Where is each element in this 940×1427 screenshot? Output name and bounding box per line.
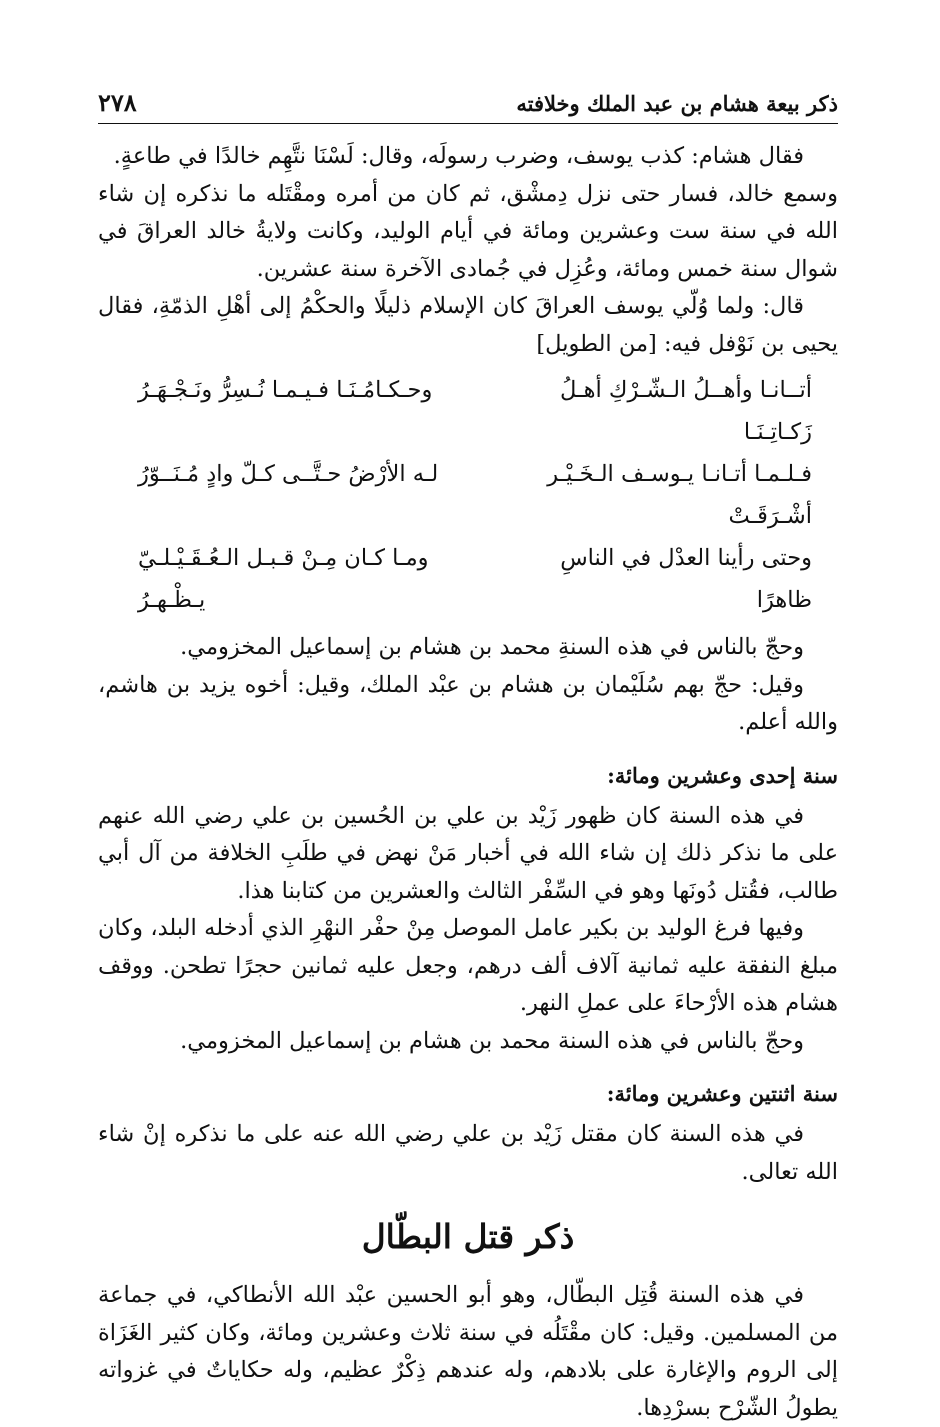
verse-line xyxy=(138,453,812,537)
page-number: ٢٧٨ xyxy=(98,88,137,117)
paragraph: وقيل: حجّ بهم سُلَيْمان بن هشام بن عبْد الملك، وقيل: أخوه يزيد بن هاشم، والله أعلم. xyxy=(98,671,838,735)
section-title: ذكر قتل البطّال xyxy=(361,1217,575,1256)
running-head xyxy=(98,88,838,124)
paragraph: في هذه السنة قُتِل البطّال، وهو أبو الحسين عبْد الله الأنطاكي، في جماعة من المسلمين. وقيل: كان مقْتَلُه في سنة ثلاث وعشرين ومائة، وكان كثير الغَزَاة إلى الروم والإغارة على بلادهم، وله عندهم ذِكْرٌ عظيم، وله حكاياتٌ في غزواته يطولُ الشّرْح بسرْدِها. xyxy=(98,1282,838,1421)
poetic-meter: [من الطويل] xyxy=(536,330,657,357)
year-heading-122: سنة اثنتين وعشرين ومائة: xyxy=(606,1081,838,1106)
hemistich-first: فـلـمـا أتـانـا يـوسـف الـخَـيْـر أشْـرَقَـتْ xyxy=(547,461,812,529)
verse-line xyxy=(138,369,812,453)
paragraph: وسمع خالد، فسار حتى نزل دِمشْق، ثم كان من أمره ومقْتَله ما نذكره إن شاء الله في سنة ست وعشرين ومائة في أيام الوليد، وكانت ولايةُ خالد العراقَ في شوال سنة خمس ومائة، وعُزِل في جُمادى الآخرة سنة عشرين. xyxy=(98,180,838,282)
paragraph: في هذه السنة كان مقتل زَيْد بن علي رضي الله عنه على ما نذكره إنْ شاء الله تعالى. xyxy=(98,1121,838,1185)
paragraph-text: قال: ولما وُلّي يوسف العراقَ كان الإسلام ذليلًا والحكْمُ إلى أهْلِ الذمّةِ، فقال يحيى بن نَوْفل فيه: xyxy=(98,293,838,357)
page xyxy=(98,88,838,1427)
hemistich-first: وحتى رأينا العدْل في الناسِ ظاهرًا xyxy=(560,545,812,613)
verse-line xyxy=(138,537,812,621)
paragraph: وحجّ بالناس في هذه السنةِ محمد بن هشام بن إسماعيل المخزومي. xyxy=(180,634,804,660)
hemistich-first: أتــانـا وأهــلُ الـشّـرْكِ أهـلُ زَكـاتِـنَـا xyxy=(560,377,812,445)
paragraph: وفيها فرغ الوليد بن بكير عامل الموصل مِنْ حفْر النهْرِ الذي أدخله البلد، وكان مبلغ النفقة عليه ثمانية آلاف ألف درهم، وجعل عليه ثمانين حجرًا تطحن. ووقف هشام هذه الأرْحاءَ على عملِ النهر. xyxy=(98,915,838,1016)
poem xyxy=(98,369,838,621)
running-title: ذكر بيعة هشام بن عبد الملك وخلافته xyxy=(516,91,838,116)
hemistich-second: وحـكـامُـنَـا فـيـمـا نُـسِرُّ ونَـجْـهَـرُ xyxy=(138,377,433,403)
year-heading-121: سنة إحدى وعشرين ومائة: xyxy=(607,762,838,788)
paragraph xyxy=(98,288,838,363)
paragraph: وحجّ بالناس في هذه السنة محمد بن هشام بن إسماعيل المخزومي. xyxy=(180,1027,804,1054)
hemistich-second: لـه الأرْضُ حـتَّــى كـلّ وادٍ مُـنَــوّرُ xyxy=(138,461,439,487)
paragraph: فقال هشام: كذب يوسف، وضرب رسولَه، وقال: لَسْنَا نتَّهِم خالدًا في طاعةٍ. xyxy=(113,143,804,169)
paragraph: في هذه السنة كان ظهور زَيْد بن علي بن الحُسين بن علي رضي الله عنهم على ما نذكر ذلك إن شاء الله في أخبار مَنْ نهض في طلَبِ الخلافة من آل أبي طالب، فقُتل دُونَها وهو في السِّفْر الثالث والعشرين من كتابنا هذا. xyxy=(98,802,838,904)
hemistich-second: ومـا كـان مِـنْ قـبـل الـعُـقَـيْـلـيّ يـظْـهـرُ xyxy=(138,545,429,613)
